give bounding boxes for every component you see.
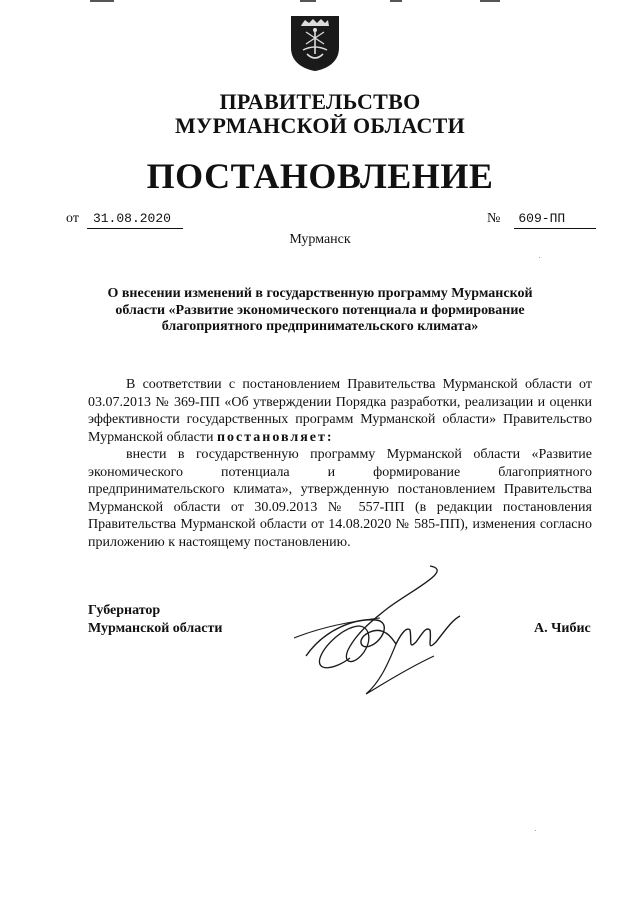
scan-speck: ·: [538, 253, 541, 262]
subject-line1: О внесении изменений в государственную программу Мурманской: [107, 286, 533, 301]
coat-of-arms-icon: [289, 14, 341, 72]
document-subject: [100, 286, 540, 336]
government-title-line2: МУРМАНСКОЙ ОБЛАСТИ: [174, 113, 466, 138]
scan-speck: ·: [534, 826, 537, 835]
number-value: 609-ПП: [514, 210, 596, 229]
body-paragraph-1: [88, 376, 592, 446]
number-field: [487, 210, 596, 229]
date-field: [66, 210, 183, 229]
handwritten-signature-icon: [284, 560, 484, 700]
signer-name: А. Чибис: [534, 621, 591, 636]
para1-text: В соответствии с постановлением Правительства Мурманской области от 03.07.2013 № 369-ПП «Об утверждении Порядка разработки, реализации и оценки эффективности государственных программ Мурманской области» Правительство Мурманской области: [88, 377, 592, 445]
signer-position-line1: Губернатор: [88, 603, 161, 618]
city-name: Мурманск: [289, 232, 351, 247]
number-prefix: №: [487, 211, 501, 226]
government-title-line1: ПРАВИТЕЛЬСТВО: [219, 89, 421, 114]
signer-position: [88, 602, 222, 637]
subject-line3: благоприятного предпринимательского климата»: [161, 319, 479, 334]
scan-top-marks: [90, 0, 550, 4]
date-value: 31.08.2020: [87, 210, 183, 229]
signer-position-line2: Мурманской области: [88, 620, 223, 636]
date-prefix: от: [66, 211, 79, 226]
resolution-verb: постановляет:: [216, 429, 334, 445]
body-paragraph-2: внести в государственную программу Мурманской области «Развитие экономического потенциала и формирование благоприятного предпринимательского климата», утвержденную постановлением Правительства Мурманской области от 30.09.2013 № 557-ПП (в редакции постановления Правительства Мурманской области от 14.08.2020 № 585-ПП), изменения согласно приложению к настоящему постановлению.: [88, 447, 592, 550]
document-type: ПОСТАНОВЛЕНИЕ: [146, 156, 494, 196]
subject-line2: области «Развитие экономического потенциала и формирование: [115, 302, 525, 318]
